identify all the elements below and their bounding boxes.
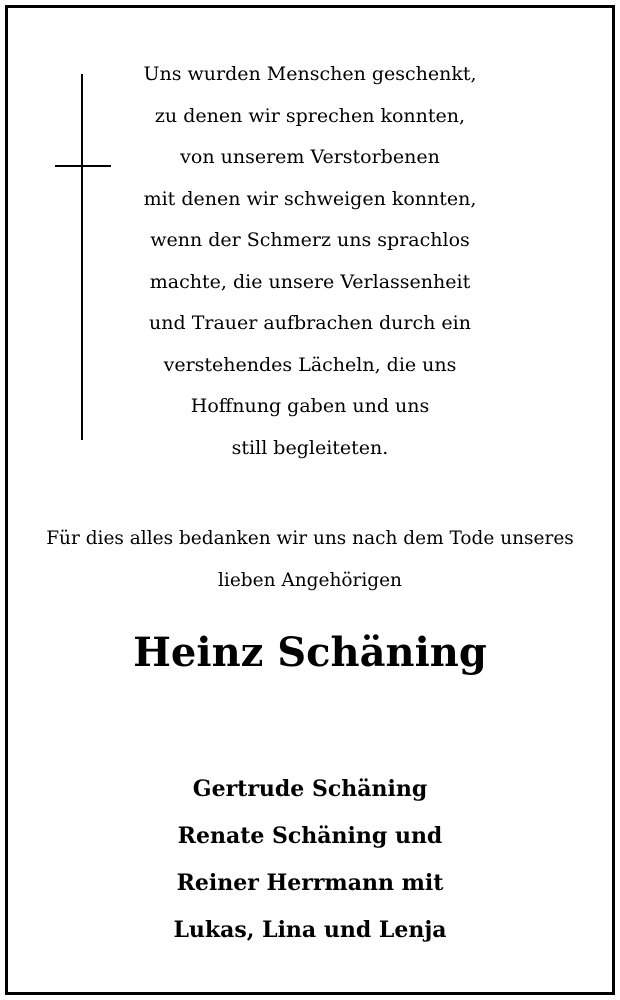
poem-line: verstehendes Lächeln, die uns xyxy=(163,353,457,376)
mourner-line: Reiner Herrmann mit xyxy=(176,870,444,896)
poem-line: Uns wurden Menschen geschenkt, xyxy=(143,63,477,85)
poem-line: wenn der Schmerz uns sprachlos xyxy=(150,229,470,251)
deceased-name: Heinz Schäning xyxy=(133,629,487,676)
poem-line: mit denen wir schweigen konnten, xyxy=(143,187,477,210)
mourner-line: Lukas, Lina und Lenja xyxy=(173,917,447,943)
thanks-line: Für dies alles bedanken wir uns nach dem Tode unseres xyxy=(46,528,574,549)
poem-line: Hoffnung gaben und uns xyxy=(190,395,430,417)
poem-line: zu denen wir sprechen konnten, xyxy=(154,104,466,127)
memorial-poem xyxy=(0,54,620,469)
poem-line: von unserem Verstorbenen xyxy=(180,146,440,168)
mourners-list xyxy=(0,766,620,954)
mourner-line: Renate Schäning und xyxy=(177,823,443,849)
thanks-line: lieben Angehörigen xyxy=(218,570,402,591)
poem-line: machte, die unsere Verlassenheit xyxy=(149,270,471,293)
poem-line: und Trauer aufbrachen durch ein xyxy=(149,312,471,334)
mourner-line: Gertrude Schäning xyxy=(192,776,428,802)
poem-line: still begleiteten. xyxy=(231,436,389,459)
thanks-text xyxy=(0,518,620,602)
